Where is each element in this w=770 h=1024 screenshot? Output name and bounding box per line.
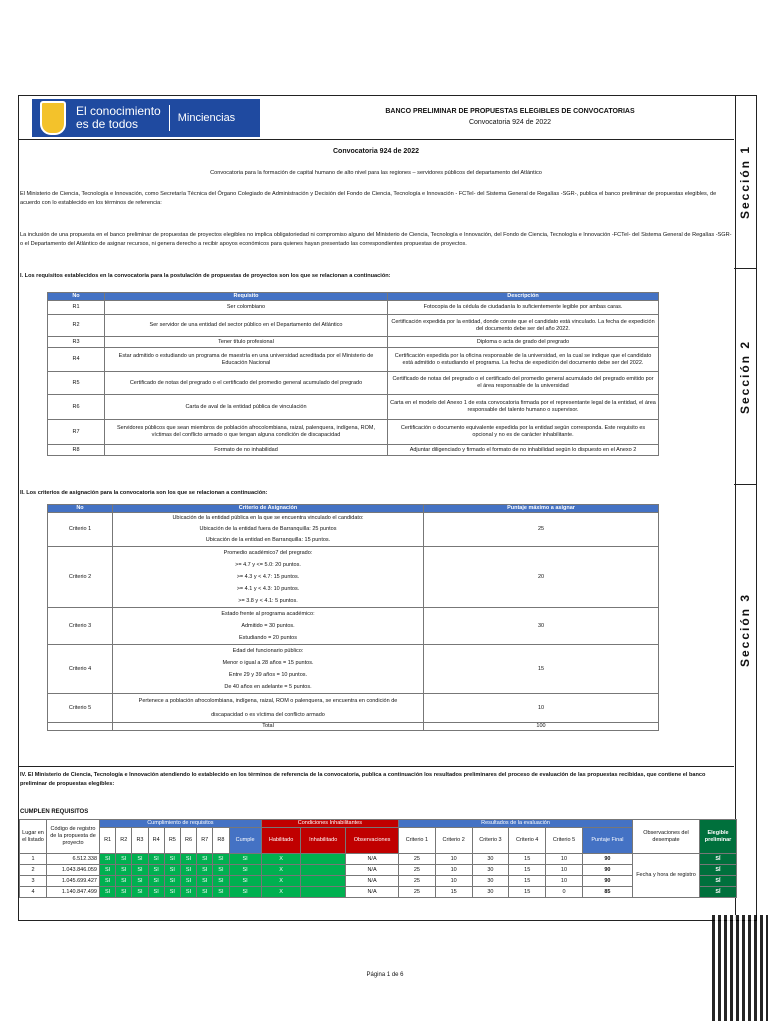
intro-title: Convocatoria 924 de 2022 — [333, 148, 419, 155]
section-2-label: Sección 2 — [738, 339, 752, 414]
resultados-heading: IV. El Ministerio de Ciencia, Tecnología e Innovación atendiendo lo establecido en los términos de referencia de la convocatoria, publica a continuación los resultados preliminares del proceso de evaluación de las propuestas recibidas, que contiene el banco preliminar de propuestas elegibles: — [20, 772, 706, 787]
table-row: R4 Estar admitido o estudiando un programa de maestría en una universidad acreditada por el Ministerio de Educación Nacional Certificación expedida por la oficina responsable de la universidad, en la cual se indique que el candidato está admitido o estudiando el programa. La fecha de expedición del documento debe ser del 2022. — [48, 348, 659, 372]
table-row: R8 Formato de no inhabilidad Adjuntar diligenciado y firmado el formato de no inhabilidad según lo dispuesto en el Anexo 2 — [48, 445, 659, 456]
document-title: BANCO PRELIMINAR DE PROPUESTAS ELEGIBLES DE CONVOCATORIAS — [385, 108, 635, 115]
intro-subtitle: Convocatoria para la formación de capital humano de alto nivel para las regiones – servidores públicos del departamento del Atlántico — [210, 170, 542, 176]
requisitos-table — [47, 292, 659, 456]
table-row: Criterio 1 Ubicación de la entidad pública en la que se encuentra vinculado el candidato: Ubicación de la entidad fuera de Barranquilla: 25 puntos Ubicación de la entidad en Barranquilla: 15 puntos. 25 — [48, 513, 659, 547]
criterios-heading: II. Los criterios de asignación para la convocatoria son los que se relacionan a continuación: — [20, 490, 268, 496]
table-row: 2 1.043.846.059 SI SI SI SI SI SI SI SI SI X N/A 25 10 30 15 10 90 SÍ — [20, 865, 737, 876]
table-row: Criterio 2 Promedio académico7 del pregrado: >= 4.7 y <= 5.0: 20 puntos. >= 4.3 y < 4.7: 15 puntos. >= 4.1 y < 4.3: 10 puntos. >= 3.8 y < 4.1: 5 puntos. 20 — [48, 547, 659, 608]
table-row: R6 Carta de aval de la entidad pública de vinculación Carta en el modelo del Anexo 1 de esta convocatoria firmada por el representante legal de la entidad, el área responsable del talento humano o supervisor. — [48, 395, 659, 420]
requisitos-heading: I. Los requisitos establecidos en la convocatoria para la postulación de propuestas de proyectos son los que se relacionan a continuación: — [20, 273, 391, 279]
cumplen-requisitos-label: CUMPLEN REQUISITOS — [20, 809, 89, 815]
intro-paragraph-2: La inclusión de una propuesta en el banco preliminar de propuestas de proyectos elegibles no implica obligatoriedad ni compromiso alguno del Ministerio de Ciencia, Tecnología e Innovación, del Fondo de Ciencia, Tecnología e Innovación -FCTeI- del Sistema General de Regalías -SGR- o el Departamento del Atlántico de asignar recursos, ni genera derecho a recibir apoyos económicos para quienes hayan presentado las correspondientes propuestas de proyectos. — [20, 232, 732, 247]
table-row: R1 Ser colombiano Fotocopia de la cédula de ciudadanía lo suficientemente legible por ambas caras. — [48, 301, 659, 315]
ministry-logo — [32, 99, 260, 137]
table-row: Total 100 — [48, 723, 659, 731]
table-row: Criterio 5 Pertenece a población afrocolombiana, indígena, raizal, ROM o palenquera, se encuentra en condición de discapacidad o es víctima del conflicto armado 10 — [48, 694, 659, 723]
table-row: 1 6.512.338 SI SI SI SI SI SI SI SI SI X N/A 25 10 30 15 10 90 Fecha y hora de registro SÍ — [20, 854, 737, 865]
section-1-label: Sección 1 — [738, 144, 752, 220]
logo-brand: Minciencias — [177, 112, 236, 124]
table-row: R2 Ser servidor de una entidad del sector público en el Departamento del Atlántico Certificación expedida por la entidad, donde conste que el candidato está vinculado. La fecha de expedición del documento debe ser del año 2022. — [48, 315, 659, 337]
col-no: No — [48, 293, 105, 301]
table-row: R7 Servidores públicos que sean miembros de población afrocolombiana, raizal, palenquera, indígena, ROM, víctimas del conflicto armado o que tengan alguna condición de discapacidad Certificación o documento equivalente expedida por la entidad según corresponda. Este requisito es opcional y no es de carácter inhabilitante. — [48, 420, 659, 445]
table-row: Criterio 4 Edad del funcionario público: Menor o igual a 28 años = 15 puntos. Entre 29 y 39 años = 10 puntos. De 40 años en adelante = 5 puntos. 15 — [48, 645, 659, 694]
table-row: 4 1.140.847.499 SI SI SI SI SI SI SI SI SI X N/A 25 15 30 15 0 85 SÍ — [20, 887, 737, 898]
col-requisito: Requisito — [105, 293, 388, 301]
col-descripcion: Descripción — [388, 293, 659, 301]
coat-of-arms-icon — [40, 101, 66, 135]
table-row: Criterio 3 Estado frente al programa académico: Admitido = 30 puntos. Estudiando = 20 puntos 30 — [48, 608, 659, 645]
table-row: R5 Certificado de notas del pregrado o el certificado del promedio general acumulado del pregrado Certificado de notas del pregrado o el certificado del promedio general acumulado del pregrado emitido por el área responsable de la universidad — [48, 372, 659, 395]
page-number: Página 1 de 6 — [366, 972, 404, 978]
table-row: 3 1.045.699.427 SI SI SI SI SI SI SI SI SI X N/A 25 10 30 15 10 90 SÍ — [20, 876, 737, 887]
document-subtitle: Convocatoria 924 de 2022 — [468, 119, 552, 126]
logo-slogan: El conocimiento es de todos — [76, 104, 161, 131]
intro-paragraph-1: El Ministerio de Ciencia, Tecnología e Innovación, como Secretaría Técnica del Órgano Colegiado de Administración y Decisión del Fondo de Ciencia, Tecnología e Innovación - FCTeI- del Sistema General de Regalías -SGR-, publica el banco preliminar de propuestas elegibles, de acuerdo con lo establecido en los términos de referencia: — [20, 191, 717, 206]
resultados-table: Lugar en el listado Código de registro de la propuesta de proyecto Cumplimiento de requisitos Condiciones Inhabilitantes Resultados de la evaluación Observaciones del desempate Elegible preliminar R1 R2 R3 R4 R5 R6 R7 R8 Cumple Habilitado Inhabilitado Observaciones Criterio 1 Criterio 2 Criterio 3 Criterio 4 Criterio 5 Puntaje Final 1 6.512.338 SI SI SI SI SI SI SI SI SI X N/A 25 10 30 15 10 90 Fecha y hora de registro SÍ 2 1.043.846.059 SI SI SI SI SI SI SI SI SI X N/A 25 10 30 15 10 90 SÍ 3 1.045.699.427 SI SI SI SI SI SI SI SI SI X N/A 25 10 30 15 10 90 SÍ 4 1.140.847.499 SI SI SI SI SI SI SI SI SI X N/A 25 15 30 15 0 85 SÍ — [19, 819, 737, 898]
criterios-table: No Criterio de Asignación Puntaje máximo a asignar Criterio 1 Ubicación de la entidad pública en la que se encuentra vinculado el candidato: Ubicación de la entidad fuera de Barranquilla: 25 puntos Ubicación de la entidad en Barranquilla: 15 puntos. 25 Criterio 2 Promedio académico7 del pregrado: >= 4.7 y <= 5.0: 20 puntos. >= 4.3 y < 4.7: 15 puntos. >= 4.1 y < 4.3: 10 puntos. >= 3.8 y < 4.1: 5 puntos. 20 Criterio 3 Estado frente al programa académico: Admitido = 30 puntos. Estudiando = 20 puntos 30 Criterio 4 Edad del funcionario público: Menor o igual a 28 años = 15 puntos. Entre 29 y 39 años = 10 puntos. De 40 años en adelante = 5 puntos. 15 Criterio 5 Pertenece a población afrocolombiana, indígena, raizal, ROM o palenquera, se encuentra en condición de discapacidad o es víctima del conflicto armado 10 Total 100 — [47, 504, 659, 731]
qr-code-icon — [712, 915, 768, 1021]
table-row: R3 Tener título profesional Diploma o acta de grado del pregrado — [48, 337, 659, 348]
section-3-label: Sección 3 — [738, 592, 752, 668]
